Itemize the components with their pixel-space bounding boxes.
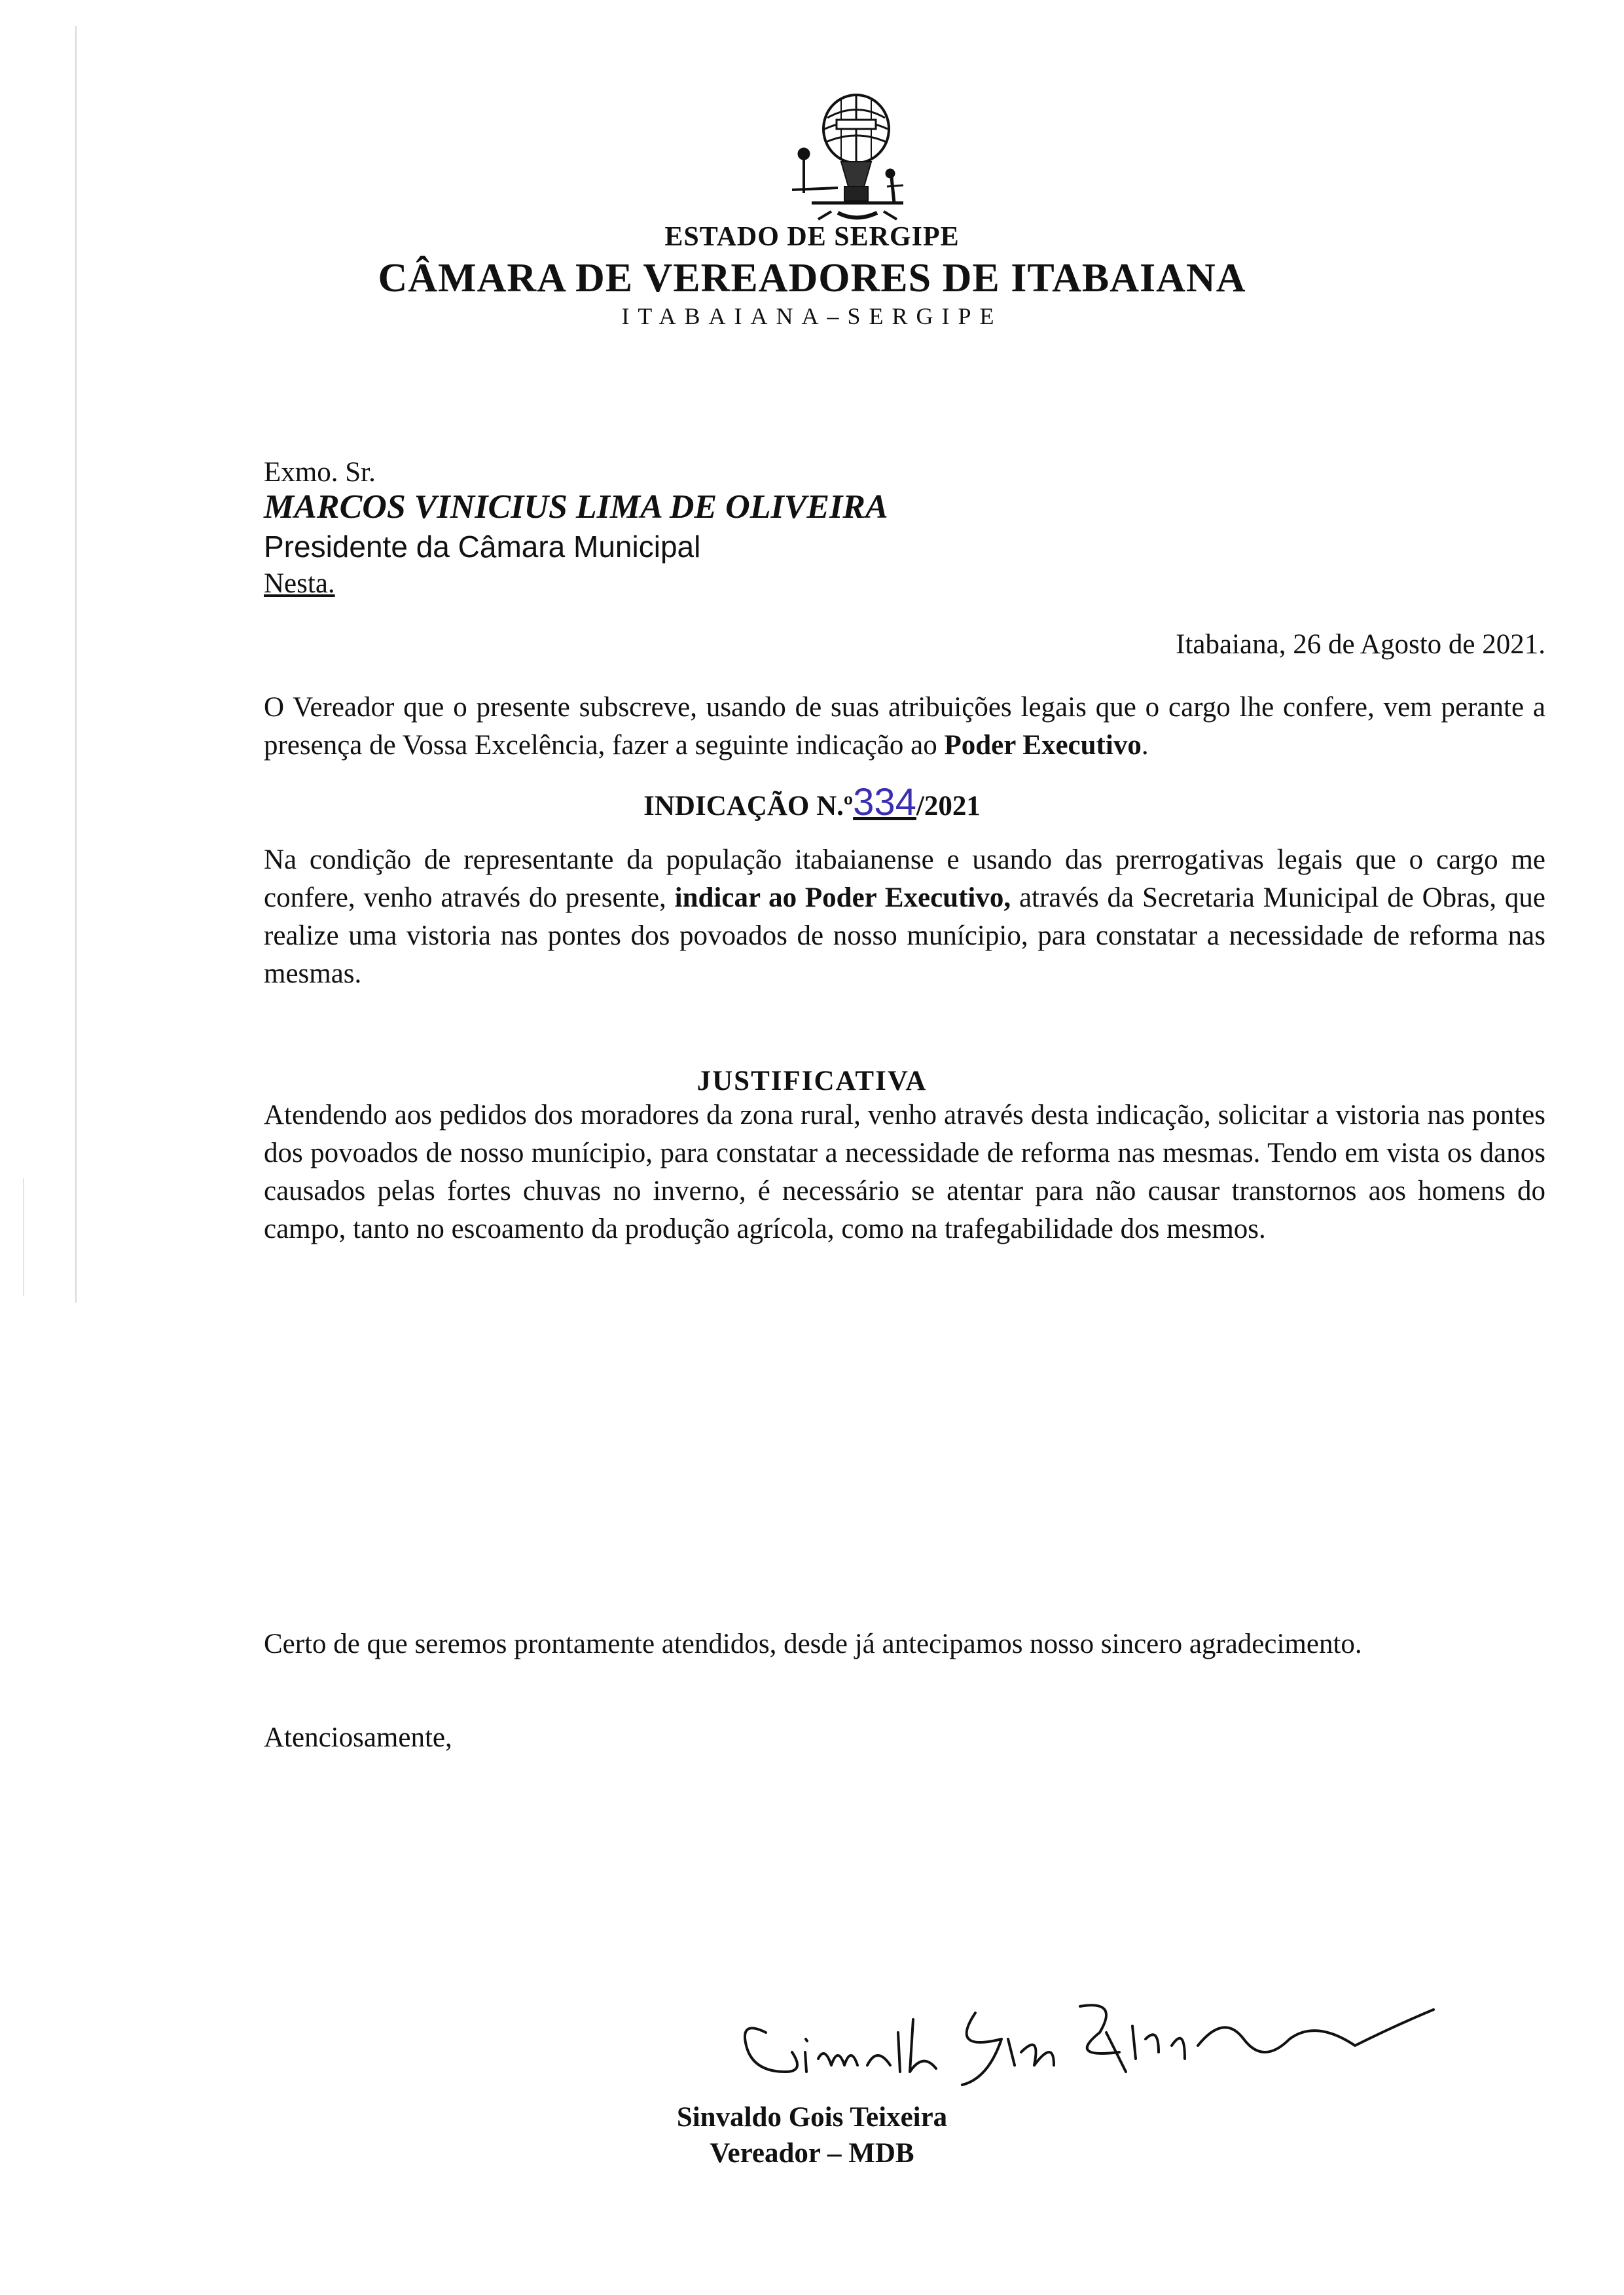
nesta-line: Nesta. <box>264 568 335 599</box>
signer-name: Sinvaldo Gois Teixeira <box>676 2102 948 2133</box>
document-date: Itabaiana, 26 de Agosto de 2021. <box>1176 629 1545 660</box>
intro-paragraph: O Vereador que o presente subscreve, usando de suas atribuições legais que o cargo lhe confere, vem perante a presença de Vossa Excelência, fazer a seguinte indicação ao Poder Executivo. <box>264 692 1545 761</box>
coat-of-arms-icon <box>779 88 929 236</box>
closing-paragraph: Certo de que seremos prontamente atendidos, desde já antecipamos nosso sincero agradecimento. <box>264 1629 1362 1659</box>
signer-role: Vereador – MDB <box>710 2138 914 2169</box>
scan-edge-line <box>23 1178 24 1296</box>
city-line: ITABAIANA–SERGIPE <box>621 303 1003 329</box>
handwritten-number: 334 <box>853 781 916 823</box>
body-bold: indicar ao Poder Executivo, <box>674 882 1011 913</box>
justification-title: JUSTIFICATIVA <box>696 1066 928 1096</box>
body-paragraph: Na condição de representante da população itabaianense e usando das prerrogativas legais que o cargo me confere, venho através do presente, indicar ao Poder Executivo, através da Secretaria Municipal de Obras, que realize uma vistoria nas pontes dos povoados de nosso munícipio, para constatar a necessidade de reforma nas mesmas. <box>264 844 1545 989</box>
intro-bold: Poder Executivo <box>944 730 1142 761</box>
chamber-name: CÂMARA DE VEREADORES DE ITABAIANA <box>378 256 1246 300</box>
regards-line: Atenciosamente, <box>264 1722 452 1753</box>
justification-paragraph: Atendendo aos pedidos dos moradores da zona rural, venho através desta indicação, solicitar a vistoria nas pontes dos povoados de nosso munícipio, para constatar a necessidade de reforma nas mesmas. Tendo em vista os danos causados pelas fortes chuvas no inverno, é necessário se atentar para não causar transtornos aos homens do campo, tanto no escoamento da produção agrícola, como na trafegabilidade dos mesmos. <box>264 1100 1545 1244</box>
indication-title: INDICAÇÃO N.º334/2021 <box>643 781 981 823</box>
scan-edge-line <box>75 26 77 1303</box>
recipient-role: Presidente da Câmara Municipal <box>264 530 701 564</box>
recipient-name: MARCOS VINICIUS LIMA DE OLIVEIRA <box>264 488 888 526</box>
salutation: Exmo. Sr. <box>264 457 376 488</box>
state-name: ESTADO DE SERGIPE <box>664 222 960 252</box>
